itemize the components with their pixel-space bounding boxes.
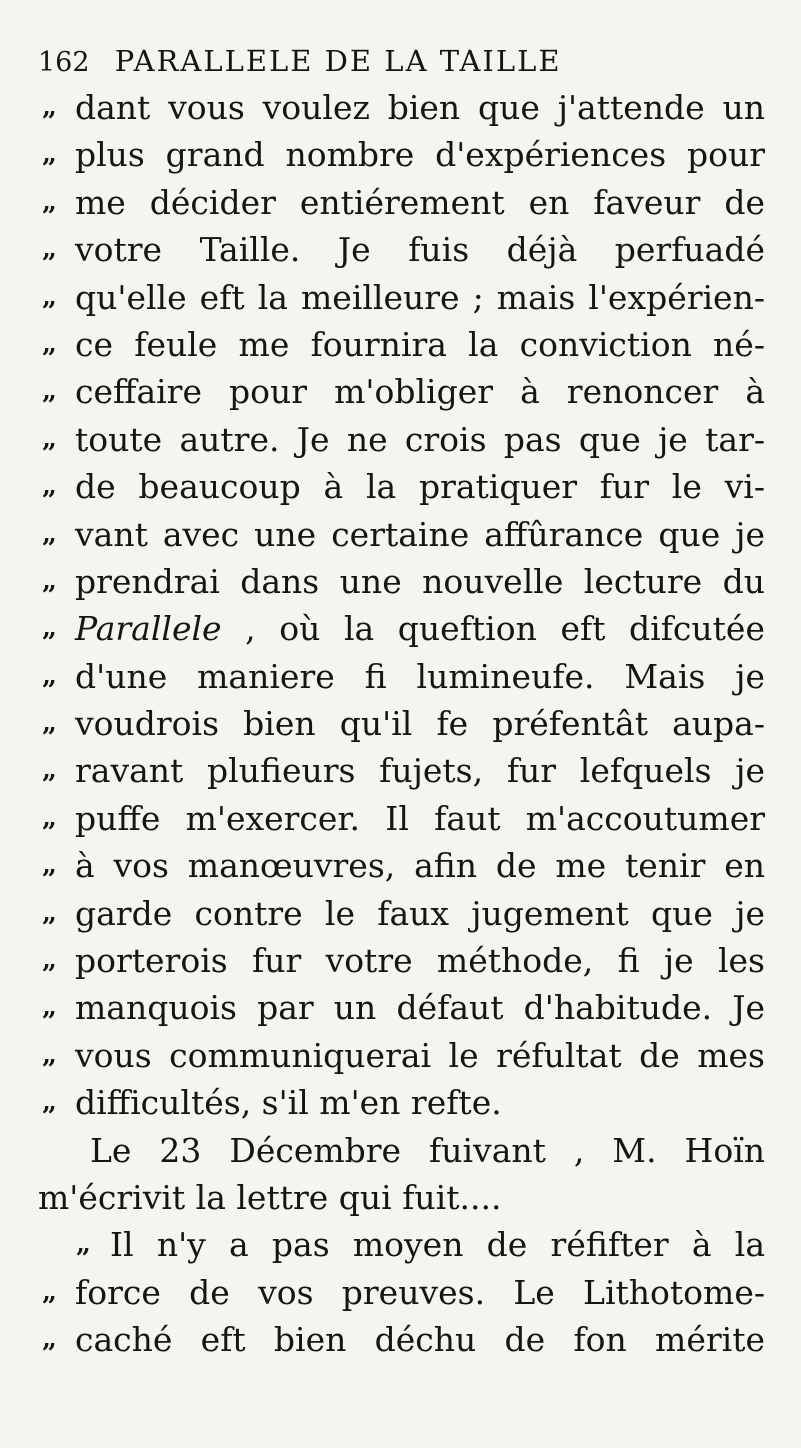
text-line: „ voudrois bien qu'il fe préfentât aupa- (0, 700, 765, 747)
text-line: „ à vos manœuvres, afin de me tenir en (0, 842, 765, 889)
text-line: „ vant avec une certaine affûrance que je (0, 511, 765, 558)
running-title: PARALLELE DE LA TAILLE (114, 44, 562, 78)
text-line: „ porterois fur votre méthode, fi je les (0, 937, 765, 984)
page-number: 162 (38, 47, 90, 78)
text-line: „ votre Taille. Je fuis déjà perfuadé (0, 226, 765, 273)
text-line: „ garde contre le faux jugement que je (0, 890, 765, 937)
text-line: „ force de vos preuves. Le Lithotome- (0, 1269, 765, 1316)
text-line: „ qu'elle eft la meilleure ; mais l'expérien- (0, 274, 765, 321)
text-line: „ ceffaire pour m'obliger à renoncer à (0, 368, 765, 415)
text-line: „ me décider entiérement en faveur de (0, 179, 765, 226)
text-line-italic-parallele: „ Parallele , où la queftion eft difcutée (0, 605, 765, 652)
text-line: Le 23 Décembre fuivant , M. Hoïn (90, 1130, 765, 1170)
text-line: „ difficultés, s'il m'en refte. (0, 1079, 765, 1126)
running-header (38, 44, 758, 78)
text-line: „ toute autre. Je ne crois pas que je tar- (0, 416, 765, 463)
text-line: „ vous communiquerai le réfultat de mes (0, 1032, 765, 1079)
text-line: „ puffe m'exercer. Il faut m'accoutumer (0, 795, 765, 842)
body-text (0, 84, 801, 1364)
text-line: „ ce feule me fournira la conviction né- (0, 321, 765, 368)
text-line: „ plus grand nombre d'expériences pour (0, 131, 765, 178)
text-line: m'écrivit la lettre qui fuit.... (38, 1177, 502, 1217)
text-line: „ dant vous voulez bien que j'attende un (0, 84, 765, 131)
text-line: „ de beaucoup à la pratiquer fur le vi- (0, 463, 765, 510)
italic-word: Parallele (75, 609, 222, 649)
text-line: „ Il n'y a pas moyen de réfifter à la (0, 1221, 765, 1268)
text-line: „ ravant plufieurs fujets, fur lefquels je (0, 747, 765, 794)
text-line: „ caché eft bien déchu de fon mérite (0, 1316, 765, 1363)
text-line: „ d'une maniere fi lumineufe. Mais je (0, 653, 765, 700)
text-line: „ manquois par un défaut d'habitude. Je (0, 984, 765, 1031)
text-line: „ prendrai dans une nouvelle lecture du (0, 558, 765, 605)
